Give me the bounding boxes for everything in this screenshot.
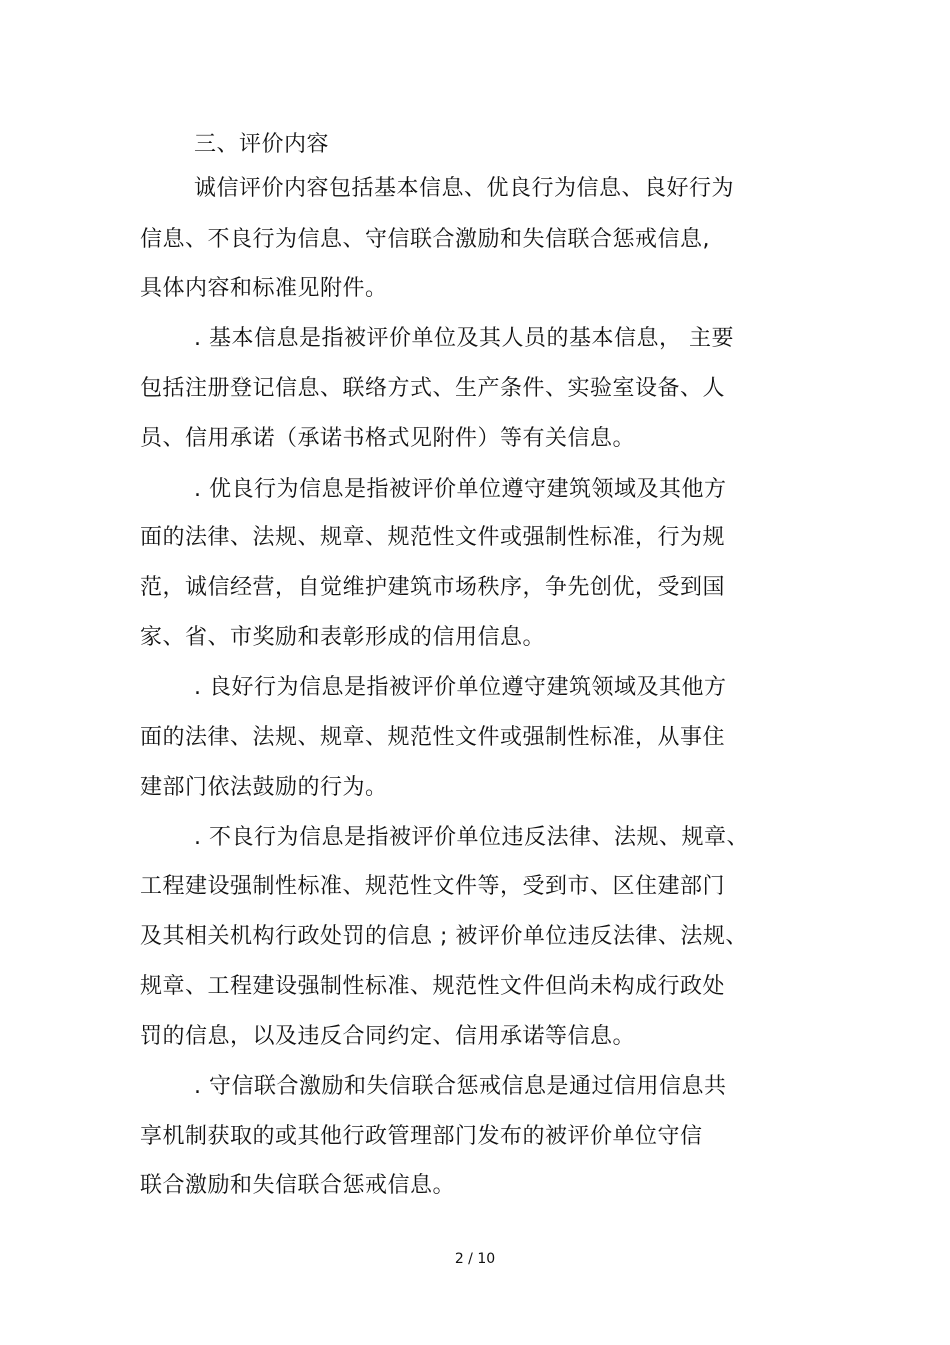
paragraph-line: . 基本信息是指被评价单位及其人员的基本信息， 主要: [194, 326, 734, 351]
section-heading: 三、评价内容: [194, 132, 330, 157]
paragraph-line: 具体内容和标准见附件。: [140, 276, 388, 301]
paragraph-line: . 不良行为信息是指被评价单位违反法律、法规、规章、: [194, 825, 749, 850]
paragraph-line: 面的法律、法规、规章、规范性文件或强制性标准，行为规: [140, 525, 726, 550]
paragraph-line: 工程建设强制性标准、规范性文件等，受到市、区住建部门: [140, 874, 726, 899]
paragraph-line: 及其相关机构行政处罚的信息 ; 被评价单位违反法律、法规、: [140, 924, 748, 949]
paragraph-line: 信息、不良行为信息、守信联合激励和失信联合惩戒信息,: [140, 227, 710, 252]
paragraph-line: 享机制获取的或其他行政管理部门发布的被评价单位守信: [140, 1124, 703, 1149]
paragraph-line: 面的法律、法规、规章、规范性文件或强制性标准，从事住: [140, 725, 726, 750]
page-number: 2 / 10: [454, 1251, 496, 1267]
paragraph-line: 建部门依法鼓励的行为。: [140, 775, 388, 800]
paragraph-line: . 良好行为信息是指被评价单位遵守建筑领域及其他方: [194, 675, 727, 700]
paragraph-line: 诚信评价内容包括基本信息、优良行为信息、良好行为: [194, 176, 735, 201]
paragraph-line: 家、省、市奖励和表彰形成的信用信息。: [140, 625, 546, 650]
paragraph-line: 联合激励和失信联合惩戒信息。: [140, 1173, 456, 1198]
paragraph-line: . 优良行为信息是指被评价单位遵守建筑领域及其他方: [194, 477, 727, 502]
paragraph-line: 规章、工程建设强制性标准、规范性文件但尚未构成行政处: [140, 974, 726, 999]
paragraph-line: 罚的信息，以及违反合同约定、信用承诺等信息。: [140, 1024, 636, 1049]
paragraph-line: . 守信联合激励和失信联合惩戒信息是通过信用信息共: [194, 1074, 727, 1099]
paragraph-line: 包括注册登记信息、联络方式、生产条件、实验室设备、人: [140, 376, 726, 401]
paragraph-line: 范，诚信经营，自觉维护建筑市场秩序，争先创优，受到国: [140, 575, 726, 600]
paragraph-line: 员、信用承诺（承诺书格式见附件）等有关信息。: [140, 426, 636, 451]
